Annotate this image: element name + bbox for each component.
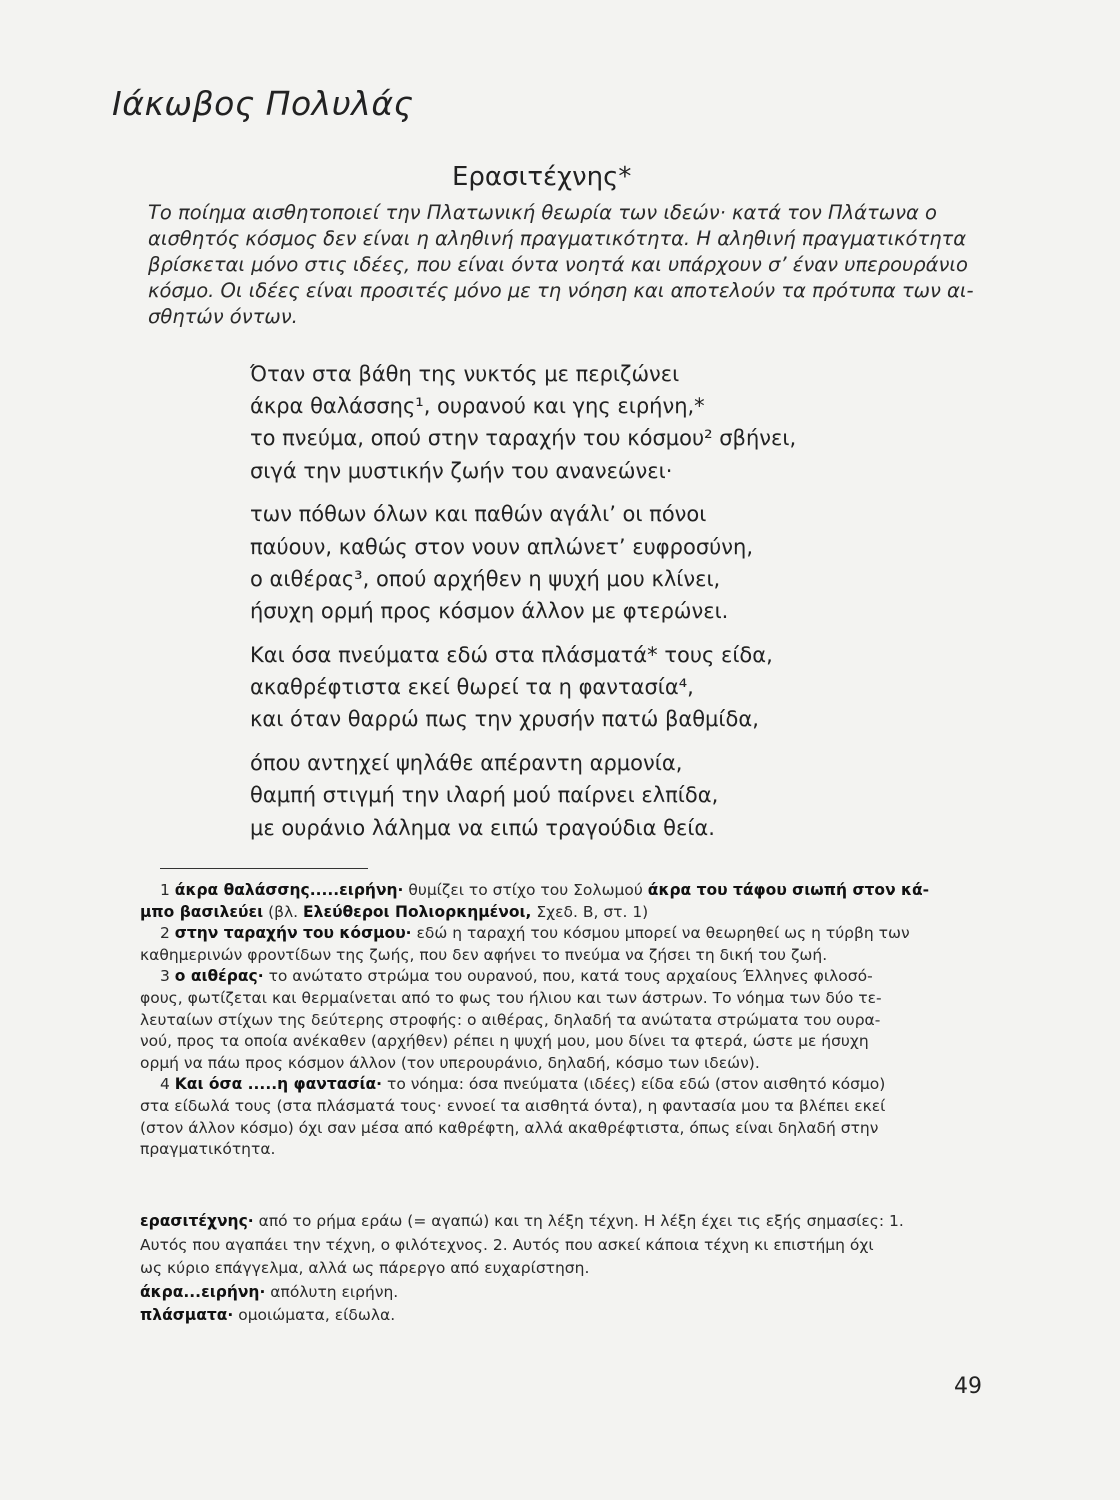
intro-line: κόσμο. Οι ιδέες είναι προσιτές μόνο με τη νόηση και αποτελούν τα πρότυπα των αι- bbox=[148, 279, 974, 302]
footnotes bbox=[140, 880, 982, 1161]
poem-line: Και όσα πνεύματα εδώ στα πλάσματά* τους είδα, bbox=[250, 643, 773, 667]
intro-line: σθητών όντων. bbox=[148, 305, 298, 328]
page-number: 49 bbox=[954, 1374, 982, 1399]
glossary bbox=[140, 1210, 982, 1328]
poem-line: ήσυχη ορμή προς κόσμον άλλον με φτερώνει. bbox=[250, 599, 729, 623]
poem-line: ακαθρέφτιστα εκεί θωρεί τα η φαντασία⁴, bbox=[250, 675, 694, 699]
poem-line: θαμπή στιγμή την ιλαρή μού παίρνει ελπίδα, bbox=[250, 783, 719, 807]
glossary-entry: άκρα...ειρήνη· απόλυτη ειρήνη. bbox=[140, 1282, 399, 1301]
glossary-entry: πλάσματα· ομοιώματα, είδωλα. bbox=[140, 1306, 396, 1324]
footnote-3: 3 ο αιθέρας· το ανώτατο στρώμα του ουρανού, που, κατά τους αρχαίους Έλληνες φιλοσό- φους, φωτίζεται και θερμαίνεται από το φως του ήλιου και των άστρων. Το νόημα των δύο τε- λευταίων στίχων της δεύτερης στροφής: ο αιθέρας, δηλαδή τα ανώτατα στρώματα του ουρα- νού, προς τα οποία ανέκαθεν (αρχήθεν) ρέπει η ψυχή μου, μου δίνει τα φτερά, ώστε με ήσυχη ορμή να πάω προς κόσμον άλλον (τον υπερουράνιο, δηλαδή, κόσμο των ιδεών). bbox=[140, 967, 882, 1072]
poem-line: το πνεύμα, οπού στην ταραχήν του κόσμου² σβήνει, bbox=[250, 426, 797, 450]
footnote-4: 4 Και όσα .....η φαντασία· το νόημα: όσα πνεύματα (ιδέες) είδα εδώ (στον αισθητό κόσμο) στα είδωλά τους (στα πλάσματά τους· εννοεί τα αισθητά όντα), η φαντασία μου τα βλέπει εκεί (στον άλλον κόσμο) όχι σαν μέσα από καθρέφτη, αλλά ακαθρέφτιστα, όπως είναι δηλαδή στην πραγματικότητα. bbox=[140, 1075, 886, 1159]
intro-paragraph bbox=[148, 200, 978, 330]
poem-line: άκρα θαλάσσης¹, ουρανού και γης ειρήνη,* bbox=[250, 394, 705, 418]
poem-line: ο αιθέρας³, οπού αρχήθεν η ψυχή μου κλίνει, bbox=[250, 567, 721, 591]
poem-line: Όταν στα βάθη της νυκτός με περιζώνει bbox=[250, 362, 680, 386]
poem-line: παύουν, καθώς στον νουν απλώνετ’ ευφροσύνη, bbox=[250, 535, 753, 559]
poem-line: και όταν θαρρώ πως την χρυσήν πατώ βαθμίδα, bbox=[250, 707, 759, 731]
footnote-1: 1 άκρα θαλάσσης.....ειρήνη· θυμίζει το στίχο του Σολωμού άκρα του τάφου σιωπή στον κά- μπο βασιλεύει (βλ. Ελεύθεροι Πολιορκημένοι, Σχεδ. Β, στ. 1) bbox=[140, 881, 930, 921]
poem-title: Ερασιτέχνης* bbox=[452, 162, 632, 192]
poem-line: σιγά την μυστικήν ζωήν του ανανεώνει· bbox=[250, 459, 673, 483]
poem-line: με ουράνιο λάλημα να ειπώ τραγούδια θεία. bbox=[250, 816, 715, 840]
author-heading: Ιάκωβος Πολυλάς bbox=[112, 84, 414, 123]
intro-line: Το ποίημα αισθητοποιεί την Πλατωνική θεωρία των ιδεών· κατά τον Πλάτωνα ο bbox=[148, 201, 937, 224]
poem-line: όπου αντηχεί ψηλάθε απέραντη αρμονία, bbox=[250, 751, 683, 775]
footnote-2: 2 στην ταραχήν του κόσμου· εδώ η ταραχή του κόσμου μπορεί να θεωρηθεί ως η τύρβη των καθημερινών φροντίδων της ζωής, που δεν αφήνει το πνεύμα να ζήσει τη δική του ζωή. bbox=[140, 924, 910, 964]
intro-line: αισθητός κόσμος δεν είναι η αληθινή πραγματικότητα. Η αληθινή πραγματικότητα bbox=[148, 227, 967, 250]
footnote-divider bbox=[160, 868, 368, 869]
poem-line: των πόθων όλων και παθών αγάλι’ οι πόνοι bbox=[250, 502, 707, 526]
glossary-entry: ερασιτέχνης· από το ρήμα εράω (= αγαπώ) και τη λέξη τέχνη. Η λέξη έχει τις εξής σημασίες: 1. Αυτός που αγαπάει την τέχνη, ο φιλότεχνος. 2. Αυτός που ασκεί κάποια τέχνη κι επιστήμη όχι ως κύριο επάγγελμα, αλλά ως πάρεργο από ευχαρίστηση. bbox=[140, 1212, 904, 1277]
intro-line: βρίσκεται μόνο στις ιδέες, που είναι όντα νοητά και υπάρχουν σ’ έναν υπερουράνιο bbox=[148, 253, 968, 276]
